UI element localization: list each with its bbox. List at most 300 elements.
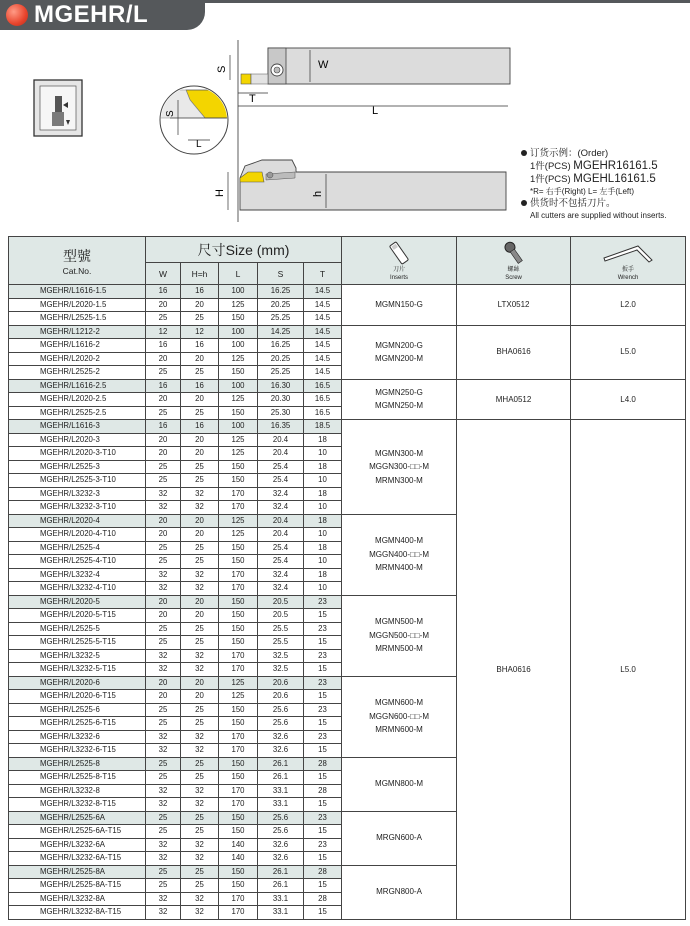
t-cell: 18 [304, 541, 342, 555]
h-cell: 32 [181, 906, 219, 920]
model-header-en: Cat.No. [62, 265, 92, 276]
spec-table [8, 236, 686, 920]
l-cell: 125 [219, 676, 258, 690]
t-cell: 14.5 [304, 312, 342, 326]
t-cell: 18 [304, 487, 342, 501]
w-cell: 32 [146, 906, 181, 920]
h-cell: 20 [181, 676, 219, 690]
order-line-5: 供货时不包括刀片。 [530, 198, 616, 209]
h-cell: 20 [181, 447, 219, 461]
t-cell: 10 [304, 582, 342, 596]
s-cell: 25.6 [258, 811, 304, 825]
s-cell: 25.25 [258, 312, 304, 326]
insert-cell: MGMN600-M MGGN600-□□-M MRMN600-M [342, 676, 457, 757]
l-cell: 150 [219, 703, 258, 717]
w-cell: 25 [146, 541, 181, 555]
s-cell: 16.30 [258, 379, 304, 393]
h-cell: 16 [181, 339, 219, 353]
screw-cell: MHA0512 [457, 379, 571, 420]
t-cell: 18.5 [304, 420, 342, 434]
h-cell: 25 [181, 717, 219, 731]
l-cell: 170 [219, 568, 258, 582]
h-cell: 16 [181, 379, 219, 393]
t-cell: 15 [304, 690, 342, 704]
s-cell: 20.6 [258, 690, 304, 704]
s-cell: 25.6 [258, 717, 304, 731]
t-cell: 15 [304, 906, 342, 920]
cat-no-cell: MGEHR/L3232-3 [9, 487, 146, 501]
h-cell: 16 [181, 285, 219, 299]
col-h-header: H=h [181, 263, 219, 285]
s-cell: 20.25 [258, 352, 304, 366]
s-cell: 20.4 [258, 447, 304, 461]
h-cell: 25 [181, 636, 219, 650]
cat-no-cell: MGEHR/L2020-6-T15 [9, 690, 146, 704]
insert-header-en: Inserts [390, 274, 409, 281]
t-cell: 23 [304, 622, 342, 636]
w-cell: 25 [146, 757, 181, 771]
t-cell: 14.5 [304, 339, 342, 353]
t-cell: 15 [304, 717, 342, 731]
t-cell: 14.5 [304, 366, 342, 380]
h-cell: 25 [181, 703, 219, 717]
insert-cell: MRGN800-A [342, 865, 457, 919]
l-cell: 150 [219, 406, 258, 420]
w-cell: 16 [146, 339, 181, 353]
w-cell: 20 [146, 676, 181, 690]
t-cell: 14.5 [304, 285, 342, 299]
size-header: 尺寸Size (mm) [146, 237, 342, 263]
s-cell: 25.4 [258, 555, 304, 569]
l-cell: 150 [219, 609, 258, 623]
w-cell: 20 [146, 609, 181, 623]
insert-header-cn: 刀片 [393, 266, 406, 273]
table-row [9, 379, 686, 393]
t-cell: 15 [304, 609, 342, 623]
cat-no-cell: MGEHR/L3232-6A-T15 [9, 852, 146, 866]
w-cell: 25 [146, 636, 181, 650]
w-cell: 32 [146, 852, 181, 866]
w-cell: 12 [146, 325, 181, 339]
cat-no-cell: MGEHR/L1616-2.5 [9, 379, 146, 393]
cat-no-cell: MGEHR/L2525-6-T15 [9, 717, 146, 731]
l-cell: 150 [219, 312, 258, 326]
w-cell: 32 [146, 649, 181, 663]
t-cell: 23 [304, 838, 342, 852]
w-cell: 32 [146, 744, 181, 758]
l-cell: 150 [219, 474, 258, 488]
cat-no-cell: MGEHR/L2020-5 [9, 595, 146, 609]
s-cell: 16.25 [258, 285, 304, 299]
s-dimension-label: S [216, 65, 228, 73]
s-cell: 25.4 [258, 460, 304, 474]
s-cell: 32.4 [258, 501, 304, 515]
l-cell: 170 [219, 487, 258, 501]
l-cell: 100 [219, 325, 258, 339]
h-cell: 20 [181, 690, 219, 704]
s-cell: 20.5 [258, 595, 304, 609]
order-note [521, 148, 667, 222]
l-cell: 150 [219, 879, 258, 893]
h-cell: 25 [181, 771, 219, 785]
cat-no-cell: MGEHR/L2525-4 [9, 541, 146, 555]
h-cell: 25 [181, 879, 219, 893]
s-cell: 25.30 [258, 406, 304, 420]
s-cell: 32.6 [258, 852, 304, 866]
screw-header-en: Screw [505, 274, 522, 281]
w-cell: 20 [146, 690, 181, 704]
w-cell: 32 [146, 501, 181, 515]
cat-no-cell: MGEHR/L2525-3 [9, 460, 146, 474]
l-cell: 125 [219, 690, 258, 704]
h-cell: 20 [181, 595, 219, 609]
w-cell: 25 [146, 366, 181, 380]
page-title: MGEHR/L [34, 1, 149, 28]
s-cell: 32.6 [258, 744, 304, 758]
insert-cell: MGMN200-G MGMN200-M [342, 325, 457, 379]
t-cell: 23 [304, 676, 342, 690]
cat-no-cell: MGEHR/L1212-2 [9, 325, 146, 339]
spec-table-body [9, 285, 686, 920]
s-cell: 20.25 [258, 298, 304, 312]
t-cell: 23 [304, 730, 342, 744]
bullet-icon [521, 150, 527, 156]
l-cell: 150 [219, 622, 258, 636]
l-cell: 100 [219, 379, 258, 393]
l-cell: 100 [219, 339, 258, 353]
h-cell: 12 [181, 325, 219, 339]
s-cell: 25.6 [258, 703, 304, 717]
w-cell: 25 [146, 811, 181, 825]
t-cell: 28 [304, 757, 342, 771]
s-cell: 14.25 [258, 325, 304, 339]
table-row [9, 325, 686, 339]
s-cell: 32.5 [258, 663, 304, 677]
l-cell: 125 [219, 447, 258, 461]
t-cell: 18 [304, 460, 342, 474]
t-cell: 23 [304, 595, 342, 609]
s-cell: 33.1 [258, 798, 304, 812]
l-cell: 170 [219, 582, 258, 596]
cat-no-cell: MGEHR/L2020-2 [9, 352, 146, 366]
cat-no-cell: MGEHR/L2020-6 [9, 676, 146, 690]
cat-no-cell: MGEHR/L3232-4-T10 [9, 582, 146, 596]
w-cell: 25 [146, 865, 181, 879]
h-cell: 32 [181, 838, 219, 852]
insert-cell: MGMN250-G MGMN250-M [342, 379, 457, 420]
l-cell: 170 [219, 730, 258, 744]
t-cell: 15 [304, 771, 342, 785]
h-cell: 32 [181, 730, 219, 744]
order-line-4: *R= 右手(Right) L= 左手(Left) [530, 187, 635, 196]
cat-no-cell: MGEHR/L2020-4 [9, 514, 146, 528]
h-cell: 32 [181, 798, 219, 812]
cat-no-cell: MGEHR/L2020-2.5 [9, 393, 146, 407]
w-cell: 25 [146, 622, 181, 636]
cat-no-cell: MGEHR/L2525-4-T10 [9, 555, 146, 569]
h-cell: 20 [181, 433, 219, 447]
t-cell: 15 [304, 879, 342, 893]
insert-cell: MGMN150-G [342, 285, 457, 326]
s-cell: 20.4 [258, 433, 304, 447]
h-cell: 25 [181, 865, 219, 879]
insert-cell: MGMN800-M [342, 757, 457, 811]
w-cell: 32 [146, 798, 181, 812]
t-cell: 15 [304, 798, 342, 812]
w-cell: 20 [146, 298, 181, 312]
cat-no-cell: MGEHR/L3232-8-T15 [9, 798, 146, 812]
cat-no-cell: MGEHR/L2525-6 [9, 703, 146, 717]
h-cell: 32 [181, 744, 219, 758]
s-cell: 20.5 [258, 609, 304, 623]
wrench-header-cn: 扳手 [622, 266, 635, 273]
tool-side-view [214, 160, 506, 210]
col-w-header: W [146, 263, 181, 285]
t-cell: 23 [304, 811, 342, 825]
order-line-1: 订货示例：(Order) [530, 148, 609, 159]
screw-header [457, 237, 571, 285]
cat-no-cell: MGEHR/L3232-3-T10 [9, 501, 146, 515]
order-line-6: All cutters are supplied without inserts. [530, 211, 667, 220]
w-cell: 32 [146, 784, 181, 798]
w-cell: 32 [146, 892, 181, 906]
screw-cell: LTX0512 [457, 285, 571, 326]
w-cell: 20 [146, 433, 181, 447]
h-cell: 20 [181, 609, 219, 623]
s-cell: 32.5 [258, 649, 304, 663]
l-cell: 125 [219, 514, 258, 528]
table-row [9, 285, 686, 299]
cat-no-cell: MGEHR/L3232-6-T15 [9, 744, 146, 758]
title-bar [0, 0, 690, 34]
h-cell: 25 [181, 757, 219, 771]
h-cell: 25 [181, 406, 219, 420]
s-cell: 32.4 [258, 487, 304, 501]
t-cell: 14.5 [304, 298, 342, 312]
s-cell: 25.4 [258, 474, 304, 488]
l-cell: 125 [219, 528, 258, 542]
w-cell: 20 [146, 595, 181, 609]
s-cell: 20.4 [258, 528, 304, 542]
wrench-header-en: Wrench [617, 274, 639, 281]
w-cell: 16 [146, 379, 181, 393]
s-cell: 25.5 [258, 622, 304, 636]
h-cell: 32 [181, 501, 219, 515]
h-cell: 32 [181, 568, 219, 582]
w-cell: 32 [146, 487, 181, 501]
t-cell: 15 [304, 663, 342, 677]
l-cell: 150 [219, 865, 258, 879]
l-cell: 150 [219, 595, 258, 609]
l-cell: 150 [219, 636, 258, 650]
cat-no-cell: MGEHR/L3232-8A-T15 [9, 906, 146, 920]
detail-s-label: S [165, 110, 176, 117]
cat-no-cell: MGEHR/L2525-8 [9, 757, 146, 771]
cat-no-cell: MGEHR/L2525-5-T15 [9, 636, 146, 650]
l-cell: 170 [219, 892, 258, 906]
s-cell: 25.25 [258, 366, 304, 380]
cat-no-cell: MGEHR/L2525-5 [9, 622, 146, 636]
s-cell: 32.4 [258, 582, 304, 596]
wrench-cell: L5.0 [571, 325, 686, 379]
s-cell: 32.6 [258, 730, 304, 744]
t-cell: 28 [304, 865, 342, 879]
s-cell: 26.1 [258, 757, 304, 771]
w-cell: 20 [146, 514, 181, 528]
h-cell: 25 [181, 825, 219, 839]
l-dimension-label: L [372, 105, 379, 117]
s-cell: 33.1 [258, 784, 304, 798]
h-cell: 25 [181, 366, 219, 380]
w-cell: 25 [146, 703, 181, 717]
h-cell: 16 [181, 420, 219, 434]
cat-no-cell: MGEHR/L2525-3-T10 [9, 474, 146, 488]
screw-cell: BHA0616 [457, 420, 571, 920]
cat-no-cell: MGEHR/L3232-8 [9, 784, 146, 798]
l-cell: 100 [219, 420, 258, 434]
s-cell: 25.6 [258, 825, 304, 839]
wrench-cell: L2.0 [571, 285, 686, 326]
l-cell: 150 [219, 757, 258, 771]
model-header-cn: 型號 [63, 247, 91, 264]
l-cell: 170 [219, 649, 258, 663]
t-cell: 28 [304, 892, 342, 906]
t-cell: 10 [304, 447, 342, 461]
order-line-2a: 1件(PCS) [530, 161, 571, 172]
l-cell: 170 [219, 663, 258, 677]
bullet-icon [521, 200, 527, 206]
h-cell: 20 [181, 298, 219, 312]
cat-no-cell: MGEHR/L3232-5-T15 [9, 663, 146, 677]
h-cell: 25 [181, 474, 219, 488]
l-cell: 170 [219, 906, 258, 920]
l-cell: 170 [219, 501, 258, 515]
cat-no-cell: MGEHR/L2525-6A [9, 811, 146, 825]
h-cell: 20 [181, 393, 219, 407]
t-cell: 23 [304, 703, 342, 717]
t-cell: 16.5 [304, 379, 342, 393]
s-cell: 20.6 [258, 676, 304, 690]
h-cell: 32 [181, 487, 219, 501]
l-cell: 150 [219, 555, 258, 569]
t-cell: 15 [304, 852, 342, 866]
h-cell: 20 [181, 528, 219, 542]
hex-wrench-icon [598, 240, 658, 266]
t-cell: 16.5 [304, 393, 342, 407]
w-cell: 25 [146, 825, 181, 839]
s-cell: 33.1 [258, 892, 304, 906]
s-cell: 20.30 [258, 393, 304, 407]
cat-no-cell: MGEHR/L2525-2.5 [9, 406, 146, 420]
s-cell: 33.1 [258, 906, 304, 920]
cat-no-cell: MGEHR/L2525-8A [9, 865, 146, 879]
w-cell: 25 [146, 555, 181, 569]
w-cell: 20 [146, 352, 181, 366]
h-cell: 32 [181, 663, 219, 677]
insert-icon [384, 240, 414, 266]
h-cell: 25 [181, 312, 219, 326]
h-cell: 20 [181, 352, 219, 366]
t-cell: 14.5 [304, 352, 342, 366]
l-cell: 170 [219, 798, 258, 812]
red-bullet-icon [6, 4, 28, 26]
cat-no-cell: MGEHR/L2020-4-T10 [9, 528, 146, 542]
h-cell: 32 [181, 784, 219, 798]
insert-detail-view [160, 86, 230, 154]
h-dimension-label: H [214, 189, 226, 197]
t-cell: 15 [304, 744, 342, 758]
t-dimension-label: T [249, 93, 256, 105]
h-cell: 25 [181, 811, 219, 825]
l-cell: 150 [219, 811, 258, 825]
cat-no-cell: MGEHR/L3232-8A [9, 892, 146, 906]
screw-icon [499, 240, 529, 266]
cat-no-cell: MGEHR/L3232-4 [9, 568, 146, 582]
col-t-header: T [304, 263, 342, 285]
cat-no-cell: MGEHR/L2020-5-T15 [9, 609, 146, 623]
s-cell: 26.1 [258, 771, 304, 785]
s-cell: 26.1 [258, 865, 304, 879]
s-cell: 20.4 [258, 514, 304, 528]
w-cell: 25 [146, 717, 181, 731]
l-cell: 140 [219, 852, 258, 866]
order-line-3a: 1件(PCS) [530, 174, 571, 185]
cat-no-cell: MGEHR/L2020-1.5 [9, 298, 146, 312]
w-cell: 25 [146, 474, 181, 488]
h-cell: 32 [181, 582, 219, 596]
cat-no-cell: MGEHR/L3232-6 [9, 730, 146, 744]
cat-no-cell: MGEHR/L2020-3-T10 [9, 447, 146, 461]
w-cell: 20 [146, 447, 181, 461]
table-row [9, 420, 686, 434]
h-small-dimension-label: h [312, 190, 324, 197]
cat-no-cell: MGEHR/L2525-8A-T15 [9, 879, 146, 893]
insert-cell: MGMN500-M MGGN500-□□-M MRMN500-M [342, 595, 457, 676]
cat-no-cell: MGEHR/L2525-1.5 [9, 312, 146, 326]
orientation-diagram [34, 80, 82, 136]
w-cell: 25 [146, 460, 181, 474]
l-cell: 125 [219, 393, 258, 407]
w-cell: 20 [146, 528, 181, 542]
w-cell: 16 [146, 420, 181, 434]
cat-no-cell: MGEHR/L2525-2 [9, 366, 146, 380]
cat-no-cell: MGEHR/L3232-6A [9, 838, 146, 852]
cat-no-cell: MGEHR/L3232-5 [9, 649, 146, 663]
col-s-header: S [258, 263, 304, 285]
t-cell: 10 [304, 501, 342, 515]
cat-no-cell: MGEHR/L2525-6A-T15 [9, 825, 146, 839]
wrench-cell: L5.0 [571, 420, 686, 920]
w-cell: 32 [146, 838, 181, 852]
l-cell: 150 [219, 366, 258, 380]
l-cell: 125 [219, 352, 258, 366]
h-cell: 25 [181, 622, 219, 636]
h-cell: 32 [181, 852, 219, 866]
h-cell: 25 [181, 541, 219, 555]
t-cell: 10 [304, 474, 342, 488]
s-cell: 25.5 [258, 636, 304, 650]
t-cell: 18 [304, 568, 342, 582]
l-cell: 150 [219, 771, 258, 785]
screw-cell: BHA0616 [457, 325, 571, 379]
l-cell: 150 [219, 825, 258, 839]
w-cell: 20 [146, 393, 181, 407]
s-cell: 26.1 [258, 879, 304, 893]
insert-header [342, 237, 457, 285]
l-cell: 150 [219, 717, 258, 731]
t-cell: 28 [304, 784, 342, 798]
w-cell: 32 [146, 568, 181, 582]
